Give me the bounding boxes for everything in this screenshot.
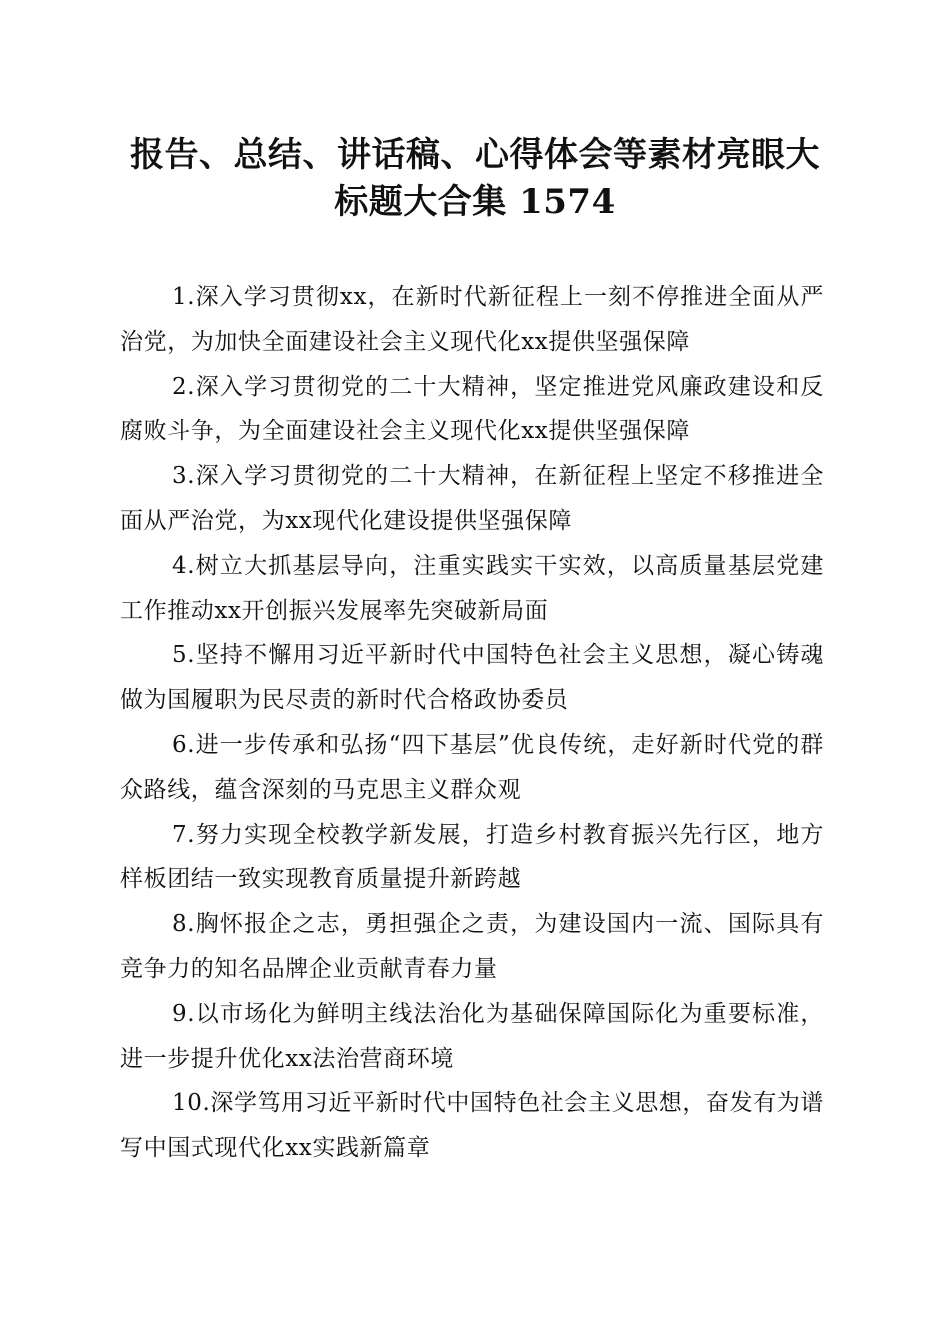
- list-item: 2.深入学习贯彻党的二十大精神，坚定推进党风廉政建设和反腐败斗争，为全面建设社会主义现代化xx提供坚强保障: [120, 373, 824, 445]
- list-item: 1.深入学习贯彻xx，在新时代新征程上一刻不停推进全面从严治党，为加快全面建设社会主义现代化xx提供坚强保障: [120, 284, 824, 355]
- list-item: 5.坚持不懈用习近平新时代中国特色社会主义思想，凝心铸魂做为国履职为民尽责的新时代合格政协委员: [120, 642, 824, 714]
- title-line-1: 报告、总结、讲话稿、心得体会等素材亮眼大: [130, 135, 820, 175]
- document-title: [100, 132, 850, 226]
- list-item: 9.以市场化为鲜明主线法治化为基础保障国际化为重要标准，进一步提升优化xx法治营商环境: [120, 1000, 824, 1072]
- title-list: [120, 275, 824, 1171]
- list-item: 7.努力实现全校教学新发展，打造乡村教育振兴先行区，地方样板团结一致实现教育质量提升新跨越: [120, 821, 824, 893]
- list-item: 3.深入学习贯彻党的二十大精神，在新征程上坚定不移推进全面从严治党，为xx现代化建设提供坚强保障: [120, 463, 824, 534]
- list-item: 6.进一步传承和弘扬“四下基层”优良传统，走好新时代党的群众路线，蕴含深刻的马克思主义群众观: [120, 731, 824, 803]
- list-item: 10.深学笃用习近平新时代中国特色社会主义思想，奋发有为谱写中国式现代化xx实践新篇章: [120, 1090, 824, 1162]
- list-item: 8.胸怀报企之志，勇担强企之责，为建设国内一流、国际具有竞争力的知名品牌企业贡献青春力量: [120, 911, 824, 982]
- list-item: 4.树立大抓基层导向，注重实践实干实效，以高质量基层党建工作推动xx开创振兴发展率先突破新局面: [120, 552, 824, 624]
- title-line-2: 标题大合集 1574: [334, 182, 616, 222]
